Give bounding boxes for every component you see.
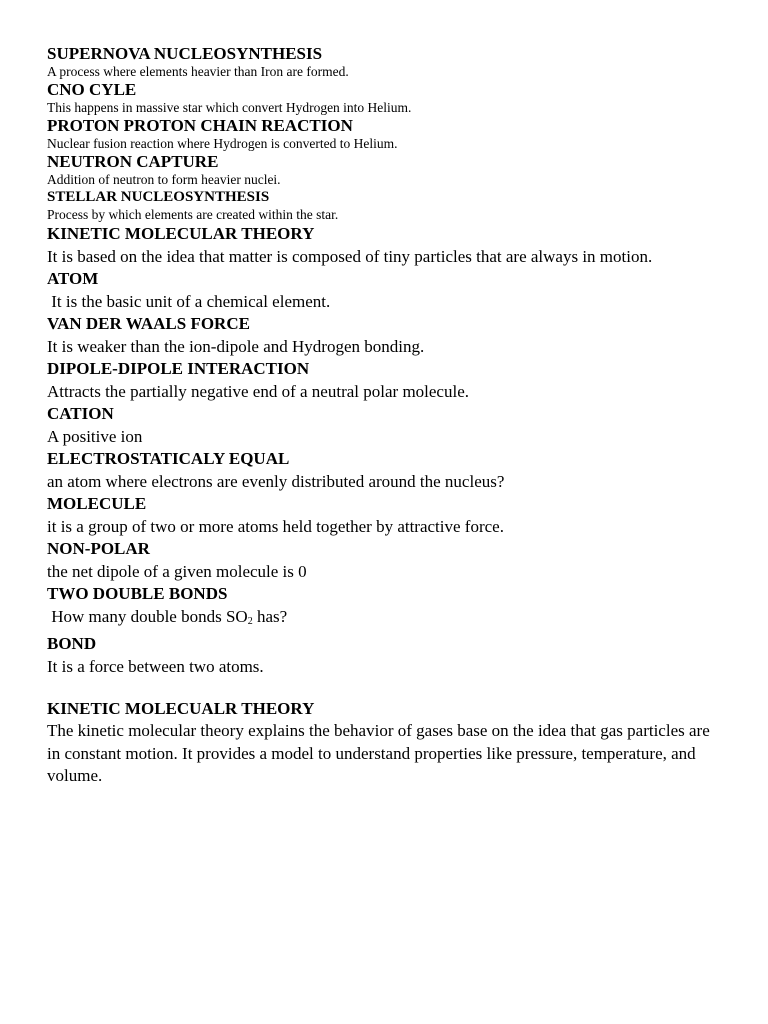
term-definition: it is a group of two or more atoms held together by attractive force.	[47, 517, 504, 536]
term-heading: CNO CYLE	[47, 80, 137, 99]
glossary-entry	[47, 403, 727, 448]
term-definition: the net dipole of a given molecule is 0	[47, 562, 307, 581]
term-heading: KINETIC MOLECULAR THEORY	[47, 224, 315, 243]
term-heading: SUPERNOVA NUCLEOSYNTHESIS	[47, 44, 323, 63]
section-paragraph: The kinetic molecular theory explains the behavior of gases base on the idea that gas particles are in constant motion. It provides a model to understand properties like pressure, temperature, and volume.	[47, 721, 710, 785]
term-heading: TWO DOUBLE BONDS	[47, 584, 228, 603]
term-heading: STELLAR NUCLEOSYNTHESIS	[47, 189, 270, 205]
term-definition: It is based on the idea that matter is composed of tiny particles that are always in motion.	[47, 247, 653, 266]
section-title: KINETIC MOLECUALR THEORY	[47, 699, 315, 718]
glossary-entry	[47, 358, 727, 403]
glossary-entry	[47, 44, 727, 80]
glossary-entry	[47, 223, 727, 268]
glossary-entry	[47, 313, 727, 358]
term-definition: It is a force between two atoms.	[47, 657, 264, 676]
term-definition: Nuclear fusion reaction where Hydrogen is converted to Helium.	[47, 136, 398, 151]
subscript-text: 2	[247, 616, 253, 627]
glossary-entry	[47, 493, 727, 538]
glossary-entry	[47, 152, 727, 188]
term-definition: A positive ion	[47, 427, 143, 446]
term-heading: ELECTROSTATICALY EQUAL	[47, 449, 290, 468]
term-definition: It is weaker than the ion-dipole and Hydrogen bonding.	[47, 337, 425, 356]
term-heading: CATION	[47, 404, 114, 423]
term-definition: Process by which elements are created within the star.	[47, 207, 339, 222]
spacer	[47, 678, 727, 698]
glossary-entry	[47, 448, 727, 493]
definition-text: How many double bonds SO	[47, 607, 248, 626]
term-heading: ATOM	[47, 269, 99, 288]
term-definition: It is the basic unit of a chemical element.	[47, 292, 331, 311]
glossary-entry	[47, 188, 727, 223]
glossary-entry	[47, 116, 727, 152]
document-page	[47, 44, 727, 788]
term-heading: DIPOLE-DIPOLE INTERACTION	[47, 359, 310, 378]
term-heading: BOND	[47, 634, 97, 653]
glossary-entry	[47, 583, 727, 633]
glossary-entry	[47, 80, 727, 116]
glossary-entry	[47, 268, 727, 313]
term-definition: Attracts the partially negative end of a neutral polar molecule.	[47, 382, 469, 401]
term-definition: an atom where electrons are evenly distributed around the nucleus?	[47, 472, 505, 491]
term-heading: PROTON PROTON CHAIN REACTION	[47, 116, 353, 135]
glossary-entry	[47, 633, 727, 678]
glossary-entry	[47, 538, 727, 583]
term-heading: MOLECULE	[47, 494, 147, 513]
term-definition: Addition of neutron to form heavier nuclei.	[47, 172, 281, 187]
term-definition: This happens in massive star which convert Hydrogen into Helium.	[47, 100, 412, 115]
term-definition: A process where elements heavier than Iron are formed.	[47, 64, 349, 79]
term-heading: NEUTRON CAPTURE	[47, 152, 219, 171]
term-heading: NON-POLAR	[47, 539, 150, 558]
term-definition	[47, 605, 727, 633]
definition-text: has?	[252, 607, 288, 626]
term-heading: VAN DER WAALS FORCE	[47, 314, 250, 333]
